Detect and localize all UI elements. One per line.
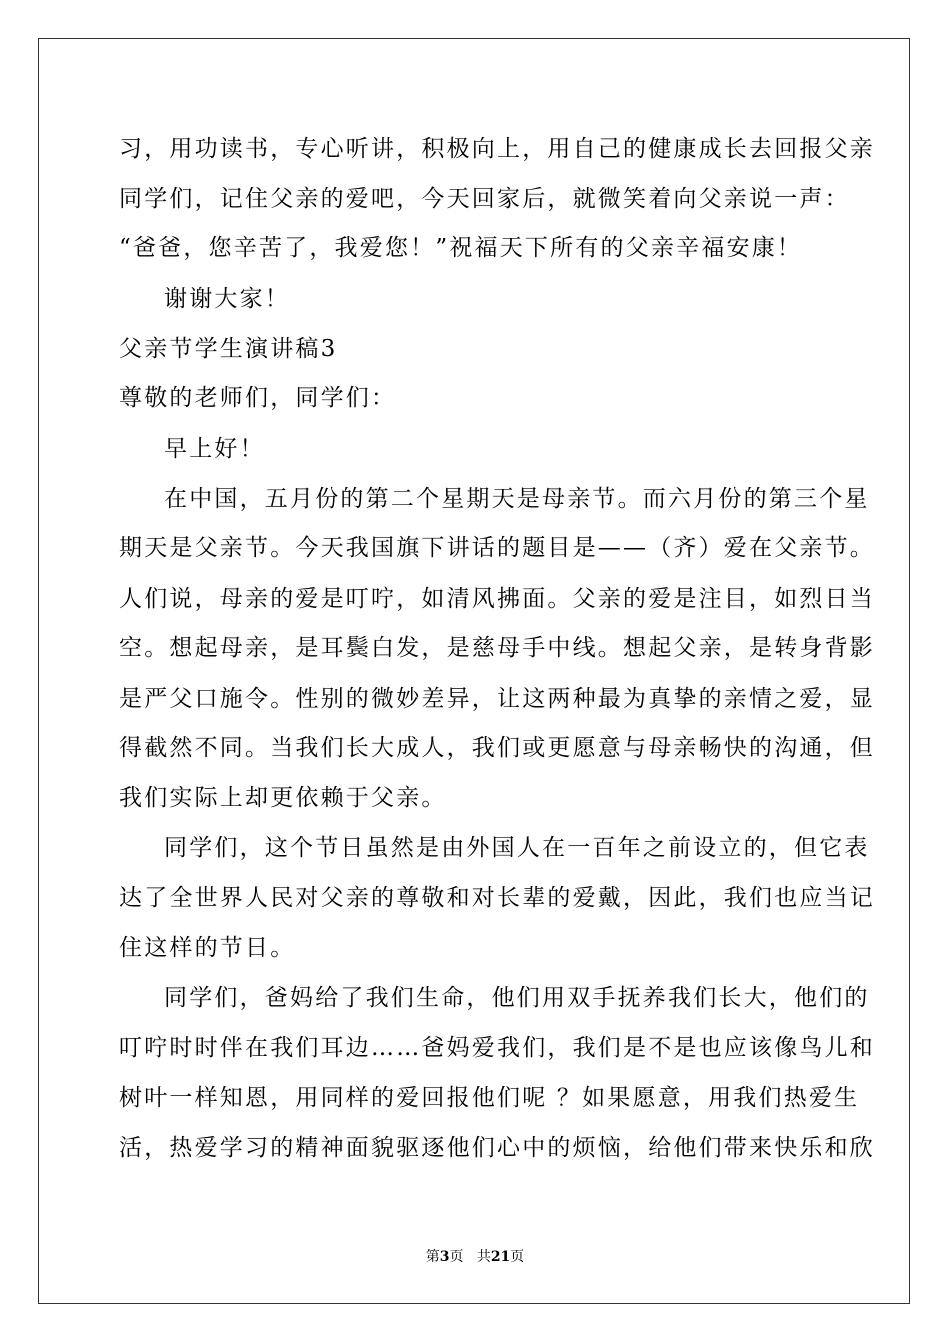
text-line: 同学们，爸妈给了我们生命，他们用双手抚养我们长大，他们的 xyxy=(164,985,870,1011)
text-line: 在中国，五月份的第二个星期天是母亲节。而六月份的第三个星 xyxy=(164,486,870,512)
text-line: 同学们，记住父亲的爱吧，今天回家后，就微笑着向父亲说一声： xyxy=(119,186,850,212)
page-suffix: 页 xyxy=(449,1249,464,1265)
total-suffix: 页 xyxy=(510,1249,525,1265)
text-line: 树叶一样知恩，用同样的爱回报他们呢 ？如果愿意，用我们热爱生 xyxy=(119,1085,860,1111)
text-line: 活，热爱学习的精神面貌驱逐他们心中的烦恼，给他们带来快乐和欣 xyxy=(119,1135,875,1161)
page-border xyxy=(38,38,910,1304)
text-line: 住这样的节日。 xyxy=(119,935,296,961)
text-line: 人们说，母亲的爱是叮咛，如清风拂面。父亲的爱是注目，如烈日当 xyxy=(119,586,875,612)
text-line: “爸爸，您辛苦了，我爱您！”祝福天下所有的父亲辛福安康！ xyxy=(119,235,803,261)
page-prefix: 第 xyxy=(425,1249,440,1265)
text-line: 我们实际上却更依赖于父亲。 xyxy=(119,785,447,811)
text-line: 同学们，这个节日虽然是由外国人在一百年之前设立的，但它表 xyxy=(164,835,870,861)
section-heading: 父亲节学生演讲稿3 xyxy=(119,336,338,362)
total-pages: 21 xyxy=(490,1249,511,1265)
page-footer xyxy=(0,1247,950,1267)
text-line: 是严父口施令。性别的微妙差异，让这两种最为真挚的亲情之爱，显 xyxy=(119,686,875,712)
text-line: 期天是父亲节。今天我国旗下讲话的题目是——（齐）爱在父亲节。 xyxy=(119,535,875,561)
text-line: 早上好！ xyxy=(164,436,265,462)
text-line: 叮咛时时伴在我们耳边……爸妈爱我们，我们是不是也应该像鸟儿和 xyxy=(119,1035,875,1061)
text-line: 得截然不同。当我们长大成人，我们或更愿意与母亲畅快的沟通，但 xyxy=(119,735,875,761)
salutation: 尊敬的老师们，同学们： xyxy=(119,385,397,411)
text-line: 达了全世界人民对父亲的尊敬和对长辈的爱戴，因此，我们也应当记 xyxy=(119,885,875,911)
text-line: 谢谢大家！ xyxy=(164,286,290,312)
page-number: 3 xyxy=(439,1249,450,1265)
text-line: 空。想起母亲，是耳鬓白发，是慈母手中线。想起父亲，是转身背影 xyxy=(119,635,875,661)
total-prefix: 共 xyxy=(476,1249,491,1265)
text-line: 习，用功读书，专心听讲，积极向上，用自己的健康成长去回报父亲 xyxy=(119,136,875,162)
